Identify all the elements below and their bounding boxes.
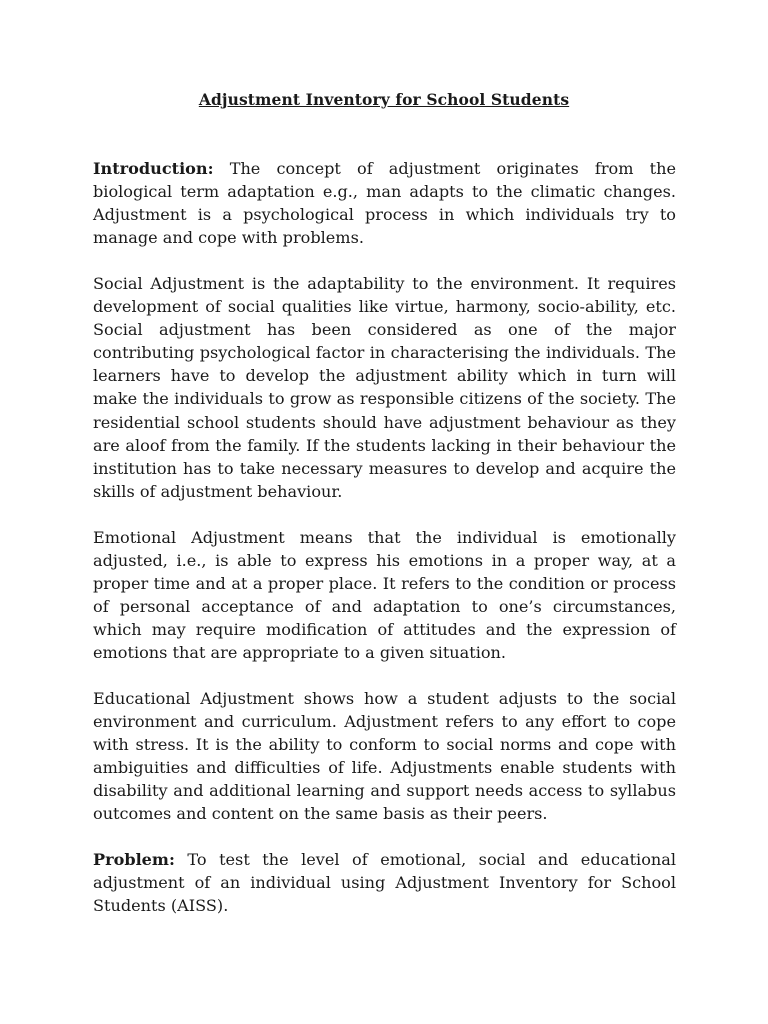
emotional-adjustment-paragraph: Emotional Adjustment means that the individual is emotionally adjusted, i.e., is able to express his emotions in a proper way, at a proper time and at a proper place. It refers to the condition or process of personal acceptance of and adaptation to one’s circumstances, which may require modification of attitudes and the expression of emotions that are appropriate to a given situation. (93, 528, 676, 663)
problem-text: To test the level of emotional, social and educational adjustment of an individual using Adjustment Inventory for School Students (AISS). (93, 850, 676, 916)
introduction-text: The concept of adjustment originates from the biological term adaptation e.g., man adapts to the climatic changes. Adjustment is a psychological process in which individuals try to manage and cope with problems. (93, 159, 676, 248)
educational-adjustment-paragraph: Educational Adjustment shows how a student adjusts to the social environment and curriculum. Adjustment refers to any effort to cope with stress. It is the ability to conform to social norms and cope with ambiguities and difficulties of life. Adjustments enable students with disability and additional learning and support needs access to syllabus outcomes and content on the same basis as their peers. (93, 689, 676, 824)
introduction-label: Introduction: (93, 159, 214, 178)
problem-paragraph (93, 848, 676, 917)
document-title: Adjustment Inventory for School Students (198, 90, 570, 109)
social-adjustment-paragraph: Social Adjustment is the adaptability to the environment. It requires development of social qualities like virtue, harmony, socio-ability, etc. Social adjustment has been considered as one of the major contributing psychological factor in characterising the individuals. The learners have to develop the adjustment ability which in turn will make the individuals to grow as responsible citizens of the society. The residential school students should have adjustment behaviour as they are aloof from the family. If the students lacking in their behaviour the institution has to take necessary measures to develop and acquire the skills of adjustment behaviour. (93, 274, 676, 501)
problem-label: Problem: (93, 850, 175, 869)
introduction-paragraph (93, 157, 676, 249)
